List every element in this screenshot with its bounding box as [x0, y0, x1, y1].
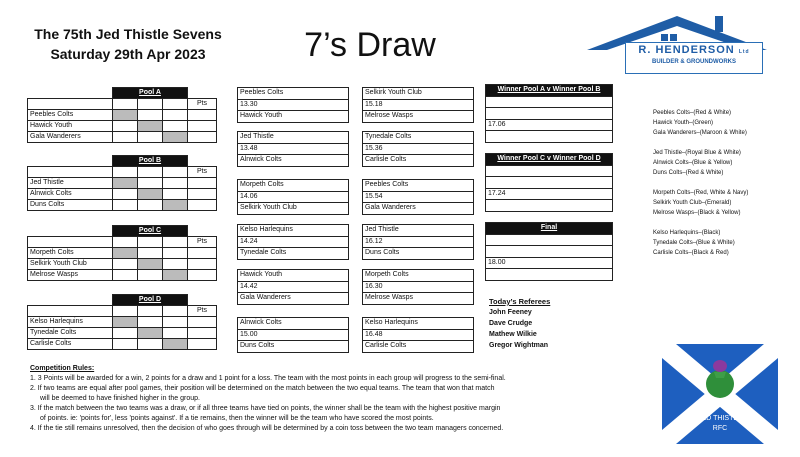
colour-item: Selkirk Youth Club–(Emerald) [653, 200, 732, 206]
match-away: Gala Wanderers [238, 293, 349, 305]
referee-name: John Feeney [489, 309, 532, 316]
match-time: 14.06 [238, 191, 349, 203]
match-time: 14.24 [238, 236, 349, 248]
pool-title: Pool C [113, 226, 188, 237]
referee-name: Gregor Wightman [489, 342, 549, 349]
table-row [28, 189, 217, 200]
pool-title: Pool B [113, 156, 188, 167]
match-time: 13.48 [238, 143, 349, 155]
pool-title: Pool D [113, 295, 188, 306]
match-away: Duns Colts [238, 341, 349, 353]
table-row [28, 317, 217, 328]
logo-name-text: R. HENDERSON [638, 44, 735, 56]
pool-c-table [27, 225, 217, 281]
table-row [28, 110, 217, 121]
knockout-time: 18.00 [486, 257, 613, 269]
match-away: Alnwick Colts [238, 155, 349, 167]
match-home: Peebles Colts [363, 180, 474, 192]
referees-block [489, 296, 550, 351]
rule-line: 2. If two teams are equal after pool games, their position will be determined on the match between the two equal teams. The team that won that match [30, 385, 495, 392]
match-3 [237, 179, 349, 215]
match-2 [237, 131, 349, 167]
match-time: 15.54 [363, 191, 474, 203]
match-away: Melrose Wasps [363, 293, 474, 305]
match-home: Jed Thistle [363, 225, 474, 237]
rule-line: of points. ie: 'points for', less 'points against'. If a tie remains, then the winner will be the team who have scored the most points. [40, 415, 434, 422]
knockout-time: 17.24 [486, 188, 613, 200]
match-time: 15.00 [238, 329, 349, 341]
team-name: Peebles Colts [28, 110, 113, 121]
match-home: Hawick Youth [238, 270, 349, 282]
team-name: Jed Thistle [28, 178, 113, 189]
colour-item: Kelso Harlequins–(Black) [653, 230, 721, 236]
match-home: Peebles Colts [238, 88, 349, 100]
match-away: Carlisle Colts [363, 341, 474, 353]
match-home: Kelso Harlequins [363, 318, 474, 330]
team-name: Gala Wanderers [28, 132, 113, 143]
pts-header: Pts [188, 167, 217, 178]
match-home: Jed Thistle [238, 132, 349, 144]
colour-item: Jed Thistle–(Royal Blue & White) [653, 150, 741, 156]
knockout-title: Final [486, 223, 613, 235]
match-away: Carlisle Colts [363, 155, 474, 167]
pts-header: Pts [188, 306, 217, 317]
event-title: The 75th Jed Thistle Sevens [34, 26, 222, 42]
match-11 [362, 269, 474, 305]
semi-final-2 [485, 153, 613, 212]
table-row [28, 200, 217, 211]
referee-name: Dave Crudge [489, 320, 533, 327]
match-time: 13.30 [238, 99, 349, 111]
rule-line: 3. If the match between the two teams was a draw, or if all three teams have tied on points, the winner shall be the team with the highest positive margin [30, 405, 501, 412]
competition-rules [30, 364, 730, 434]
match-home: Kelso Harlequins [238, 225, 349, 237]
match-time: 16.30 [363, 281, 474, 293]
match-away: Melrose Wasps [363, 111, 474, 123]
match-8 [362, 131, 474, 167]
rules-title: Competition Rules: [30, 365, 95, 372]
match-time: 15.36 [363, 143, 474, 155]
match-away: Selkirk Youth Club [238, 203, 349, 215]
team-name: Alnwick Colts [28, 189, 113, 200]
table-row [28, 270, 217, 281]
colour-item: Tynedale Colts–(Blue & White) [653, 240, 735, 246]
flag-line2: RFC [712, 425, 728, 432]
match-away: Tynedale Colts [238, 248, 349, 260]
table-row [28, 248, 217, 259]
colour-item: Duns Colts–(Red & White) [653, 170, 724, 176]
knockout-title: Winner Pool A v Winner Pool B [486, 85, 613, 97]
match-1 [237, 87, 349, 123]
match-home: Morpeth Colts [238, 180, 349, 192]
match-4 [237, 224, 349, 260]
match-time: 16.12 [363, 236, 474, 248]
match-5 [237, 269, 349, 305]
match-home: Morpeth Colts [363, 270, 474, 282]
pool-b-table [27, 155, 217, 211]
match-away: Gala Wanderers [363, 203, 474, 215]
table-row [28, 178, 217, 189]
logo-name [626, 44, 762, 56]
colour-item: Gala Wanderers–(Maroon & White) [653, 130, 747, 136]
semi-final-1 [485, 84, 613, 143]
match-time: 14.42 [238, 281, 349, 293]
team-name: Duns Colts [28, 200, 113, 211]
flag-line1: JED THISTLE [698, 415, 742, 422]
match-away: Duns Colts [363, 248, 474, 260]
knockout-title: Winner Pool C v Winner Pool D [486, 154, 613, 166]
team-name: Tynedale Colts [28, 328, 113, 339]
company-logo [577, 12, 777, 74]
pool-title: Pool A [113, 88, 188, 99]
table-row [28, 121, 217, 132]
match-9 [362, 179, 474, 215]
match-home: Tynedale Colts [363, 132, 474, 144]
referees-title: Today’s Referees [489, 297, 551, 306]
team-name: Carlisle Colts [28, 339, 113, 350]
match-12 [362, 317, 474, 353]
logo-suffix: Ltd [738, 49, 750, 55]
logo-banner [625, 42, 763, 74]
pool-a-table [27, 87, 217, 143]
pts-header: Pts [188, 237, 217, 248]
match-10 [362, 224, 474, 260]
table-row [28, 339, 217, 350]
referee-name: Mathew Wilkie [489, 331, 537, 338]
table-row [28, 328, 217, 339]
match-time: 15.18 [363, 99, 474, 111]
team-name: Selkirk Youth Club [28, 259, 113, 270]
colour-item: Hawick Youth–(Green) [653, 120, 714, 126]
match-home: Selkirk Youth Club [363, 88, 474, 100]
knockout-time: 17.06 [486, 119, 613, 131]
team-name: Morpeth Colts [28, 248, 113, 259]
match-7 [362, 87, 474, 123]
colour-item: Peebles Colts–(Red & White) [653, 110, 732, 116]
team-name: Hawick Youth [28, 121, 113, 132]
pts-header: Pts [188, 99, 217, 110]
colour-item: Morpeth Colts–(Red, White & Navy) [653, 190, 749, 196]
match-away: Hawick Youth [238, 111, 349, 123]
draw-title: 7’s Draw [304, 26, 436, 64]
match-6 [237, 317, 349, 353]
rule-line: 4. If the tie still remains unresolved, then the decision of who goes through will be determined by a coin toss between the two team managers concerned. [30, 425, 504, 432]
table-row [28, 259, 217, 270]
colour-item: Carlisle Colts–(Black & Red) [653, 250, 729, 256]
event-date: Saturday 29th Apr 2023 [50, 46, 206, 62]
team-name: Kelso Harlequins [28, 317, 113, 328]
pool-d-table [27, 294, 217, 350]
final [485, 222, 613, 281]
rule-line: 1. 3 Points will be awarded for a win, 2 points for a draw and 1 point for a loss. The team with the most points in each group will progress to the semi-final. [30, 375, 506, 382]
colour-item: Alnwick Colts–(Blue & Yellow) [653, 160, 733, 166]
table-row [28, 132, 217, 143]
logo-tagline: BUILDER & GROUNDWORKS [652, 59, 736, 65]
team-colours-list [653, 108, 793, 258]
team-name: Melrose Wasps [28, 270, 113, 281]
rule-line: will be deemed to have finished higher in the group. [40, 395, 200, 402]
match-home: Alnwick Colts [238, 318, 349, 330]
match-time: 16.48 [363, 329, 474, 341]
colour-item: Melrose Wasps–(Black & Yellow) [653, 210, 741, 216]
